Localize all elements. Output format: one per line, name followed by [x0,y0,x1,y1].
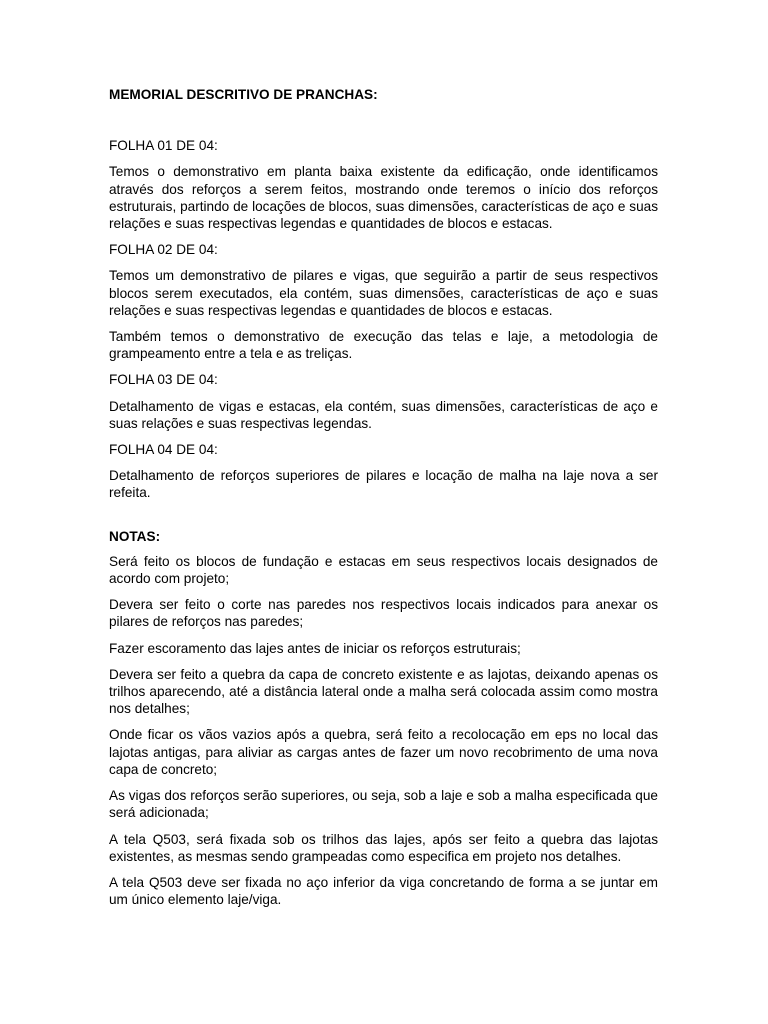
sheet-label-04: FOLHA 04 DE 04: [109,442,218,458]
sheet-04-paragraph: Detalhamento de reforços superiores de pilares e locação de malha na laje nova a ser refeita. [109,468,658,501]
sheet-03-paragraph: Detalhamento de vigas e estacas, ela contém, suas dimensões, características de aço e suas relações e suas respectivas legendas. [109,398,658,431]
note-item: A tela Q503 deve ser fixada no aço inferior da viga concretando de forma a se juntar em um único elemento laje/viga. [109,874,658,908]
sheet-02-paragraph-2: Também temos o demonstrativo de execução das telas e laje, a metodologia de grampeamento entre a tela e as treliças. [109,329,658,362]
document-page [109,86,658,917]
note-item: A tela Q503, será fixada sob os trilhos das lajes, após ser feito a quebra das lajotas existentes, as mesmas sendo grampeadas como especifica em projeto nos detalhes. [109,831,658,864]
note-item: As vigas dos reforços serão superiores, ou seja, sob a laje e sob a malha especificada que será adicionada; [109,788,658,821]
note-item: Onde ficar os vãos vazios após a quebra, será feito a recolocação em eps no local das lajotas antigas, para aliviar as cargas antes de fazer um novo recobrimento de uma nova capa de concreto; [109,727,658,777]
sheet-label-02: FOLHA 02 DE 04: [109,242,218,258]
sheet-label-01: FOLHA 01 DE 04: [109,138,218,154]
sheet-01-paragraph: Temos o demonstrativo em planta baixa existente da edificação, onde identificamos através dos reforços a serem feitos, mostrando onde teremos o início dos reforços estruturais, partindo de locações de blocos, suas dimensões, características de aço e suas relações e suas respectivas legendas e quantidades de blocos e estacas. [109,164,658,232]
note-item: Devera ser feito o corte nas paredes nos respectivos locais indicados para anexar os pilares de reforços nas paredes; [109,597,658,630]
note-item: Será feito os blocos de fundação e estacas em seus respectivos locais designados de acordo com projeto; [109,553,658,587]
note-item: Fazer escoramento das lajes antes de iniciar os reforços estruturais; [109,640,521,656]
sheet-02-paragraph-1: Temos um demonstrativo de pilares e vigas, que seguirão a partir de seus respectivos blocos serem executados, ela contém, suas dimensões, características de aço e suas relações e suas respectivas legendas e quantidades de blocos e estacas. [109,268,658,318]
notes-title: NOTAS: [109,528,161,544]
sheet-label-03: FOLHA 03 DE 04: [109,372,218,388]
note-item: Devera ser feito a quebra da capa de concreto existente e as lajotas, deixando apenas os trilhos aparecendo, até a distância lateral onde a malha será colocada assim como mostra nos detalhes; [109,666,658,717]
document-title: MEMORIAL DESCRITIVO DE PRANCHAS: [109,87,378,102]
